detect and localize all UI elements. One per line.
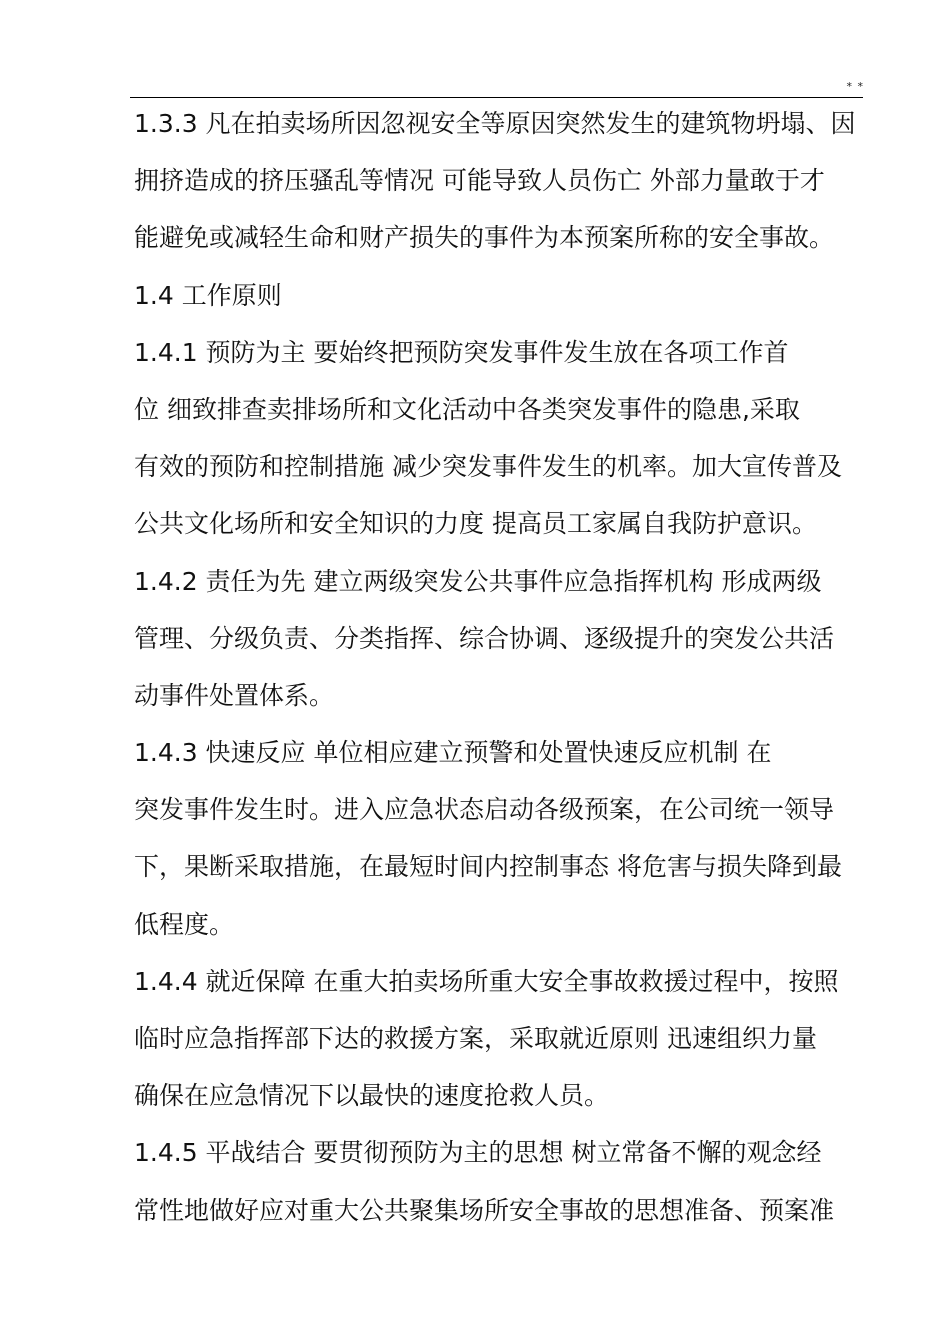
text-line: 确保在应急情况下以最快的速度抢救人员。 (134, 1081, 610, 1111)
text-line: 公共文化场所和安全知识的力度 提高员工家属自我防护意识。 (134, 509, 817, 539)
section-heading: 1.4 工作原则 (134, 280, 282, 310)
text-line: 动事件处置体系。 (134, 680, 335, 710)
text-line: 1.4.1 预防为主 要始终把预防突发事件发生放在各项工作首 (134, 337, 789, 367)
text-line: 1.4.3 快速反应 单位相应建立预警和处置快速反应机制 在 (134, 738, 772, 768)
text-line: 管理、分级负责、分类指挥、综合协调、逐级提升的突发公共活 (134, 623, 835, 653)
text-line: 1.4.5 平战结合 要贯彻预防为主的思想 树立常备不懈的观念经 (134, 1138, 822, 1168)
header-mark: * * (846, 80, 864, 93)
text-line: 1.4.2 责任为先 建立两级突发公共事件应急指挥机构 形成两级 (134, 566, 822, 596)
text-line: 1.4.4 就近保障 在重大拍卖场所重大安全事故救援过程中，按照 (134, 966, 839, 996)
text-line: 下，果断采取措施，在最短时间内控制事态 将危害与损失降到最 (134, 852, 842, 882)
text-line: 有效的预防和控制措施 减少突发事件发生的机率。加大宣传普及 (134, 452, 842, 482)
text-line: 能避免或减轻生命和财产损失的事件为本预案所称的安全事故。 (134, 223, 835, 253)
document-body (134, 95, 862, 1239)
text-line: 临时应急指挥部下达的救援方案，采取就近原则 迅速组织力量 (134, 1024, 817, 1053)
text-line: 常性地做好应对重大公共聚集场所安全事故的思想准备、预案准 (134, 1195, 835, 1225)
text-line: 1.3.3 凡在拍卖场所因忽视安全等原因突然发生的建筑物坍塌、因 (134, 109, 856, 138)
text-line: 突发事件发生时。进入应急状态启动各级预案，在公司统一领导 (134, 795, 835, 825)
text-line: 拥挤造成的挤压骚乱等情况 可能导致人员伤亡 外部力量敢于才 (134, 166, 825, 196)
text-line: 低程度。 (134, 909, 235, 939)
text-line: 位 细致排查卖排场所和文化活动中各类突发事件的隐患,采取 (134, 394, 800, 424)
